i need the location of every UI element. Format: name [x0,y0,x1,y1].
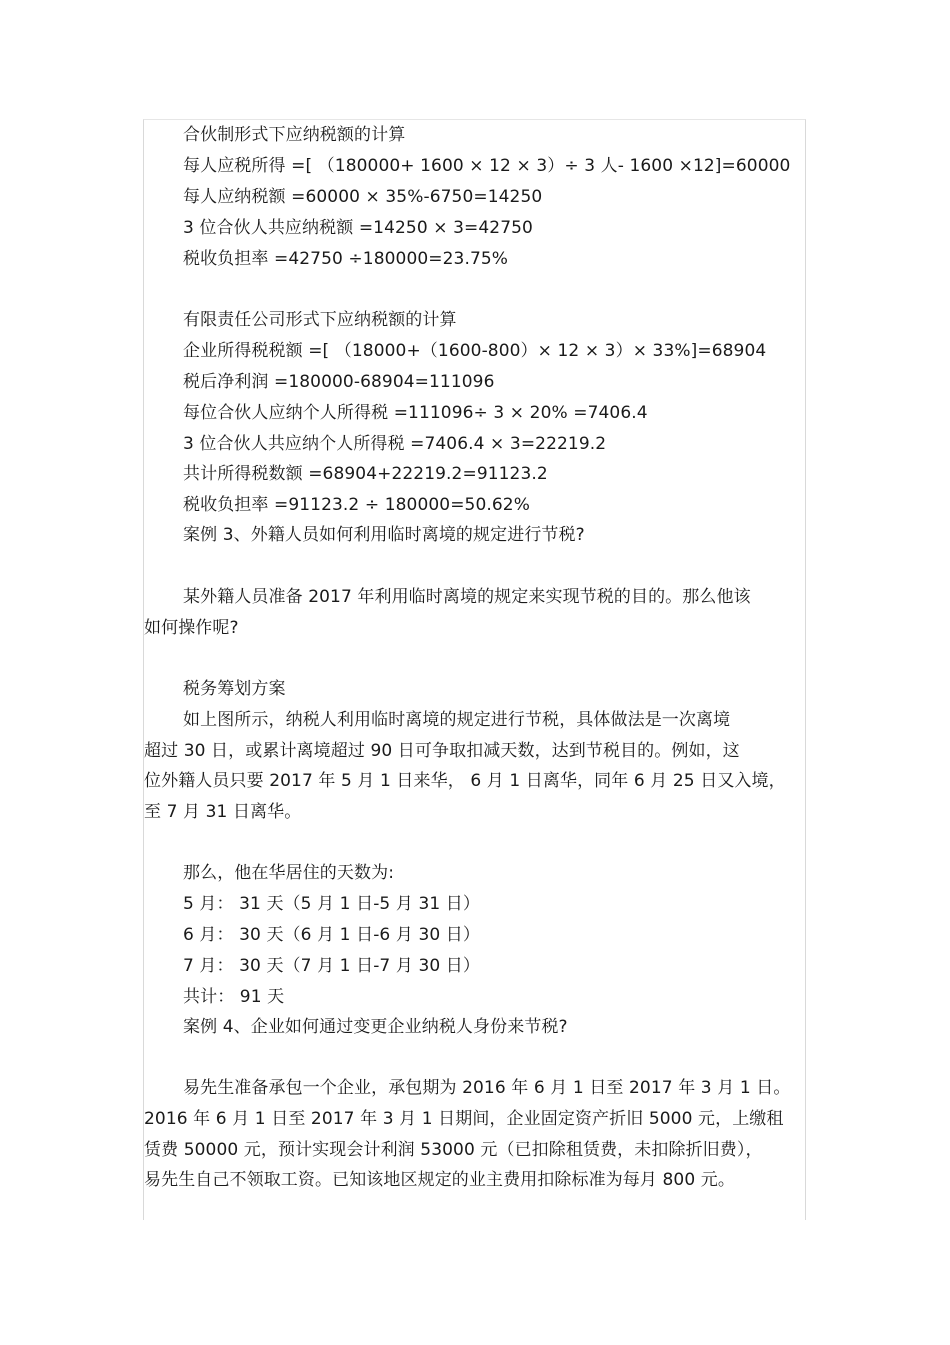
case4-para-line-2: 2016 年 6 月 1 日至 2017 年 3 月 1 日期间，企业固定资产折旧 5000 元，上缴租 [144,1109,784,1129]
case3-para1-line-2: 如何操作呢? [144,618,239,638]
case3-days-july: 7 月： 30 天（7 月 1 日-7 月 30 日） [183,956,480,976]
section1-line-1: 每人应税所得 =[ （180000+ 1600 × 12 × 3）÷ 3 人- 1600 ×12]=60000 [183,156,791,176]
section2-line-1: 企业所得税税额 =[ （18000+（1600-800）× 12 × 3）× 33%]=68904 [183,341,767,361]
case3-para2-line-3: 位外籍人员只要 2017 年 5 月 1 日来华， 6 月 1 日离华，同年 6 月 25 日又入境， [144,771,786,791]
section2-title: 有限责任公司形式下应纳税额的计算 [183,310,457,330]
case4-para-line-3: 赁费 50000 元，预计实现会计利润 53000 元（已扣除租赁费，未扣除折旧费）， [144,1140,763,1160]
case3-para1-line-1: 某外籍人员准备 2017 年利用临时离境的规定来实现节税的目的。那么他该 [183,587,751,607]
section2-line-5: 共计所得税数额 =68904+22219.2=91123.2 [183,464,548,484]
case3-plan-title: 税务筹划方案 [183,679,286,699]
case3-days-may: 5 月： 31 天（5 月 1 日-5 月 31 日） [183,894,480,914]
case4-para-line-4: 易先生自己不领取工资。已知该地区规定的业主费用扣除标准为每月 800 元。 [144,1170,735,1190]
section2-line-2: 税后净利润 =180000-68904=111096 [183,372,495,392]
case4-title: 案例 4、企业如何通过变更企业纳税人身份来节税? [183,1017,568,1037]
case4-para-line-1: 易先生准备承包一个企业，承包期为 2016 年 6 月 1 日至 2017 年 3 月 1 日。 [183,1078,791,1098]
section2-line-3: 每位合伙人应纳个人所得税 =111096÷ 3 × 20% =7406.4 [183,403,648,423]
case3-para2-line-2: 超过 30 日，或累计离境超过 90 日可争取扣减天数，达到节税目的。例如，这 [144,741,740,761]
case3-title: 案例 3、外籍人员如何利用临时离境的规定进行节税? [183,525,585,545]
case3-days-total: 共计： 91 天 [183,987,285,1007]
case3-para2-line-1: 如上图所示，纳税人利用临时离境的规定进行节税，具体做法是一次离境 [183,710,731,730]
page-frame [143,119,806,1220]
section1-line-4: 税收负担率 =42750 ÷180000=23.75% [183,249,509,269]
case3-days-june: 6 月： 30 天（6 月 1 日-6 月 30 日） [183,925,480,945]
section1-line-3: 3 位合伙人共应纳税额 =14250 × 3=42750 [183,218,533,238]
case3-days-intro: 那么，他在华居住的天数为: [183,863,395,883]
section2-line-4: 3 位合伙人共应纳个人所得税 =7406.4 × 3=22219.2 [183,434,607,454]
section1-title: 合伙制形式下应纳税额的计算 [183,125,406,145]
section1-line-2: 每人应纳税额 =60000 × 35%-6750=14250 [183,187,543,207]
case3-para2-line-4: 至 7 月 31 日离华。 [144,802,302,822]
section2-line-6: 税收负担率 =91123.2 ÷ 180000=50.62% [183,495,530,515]
